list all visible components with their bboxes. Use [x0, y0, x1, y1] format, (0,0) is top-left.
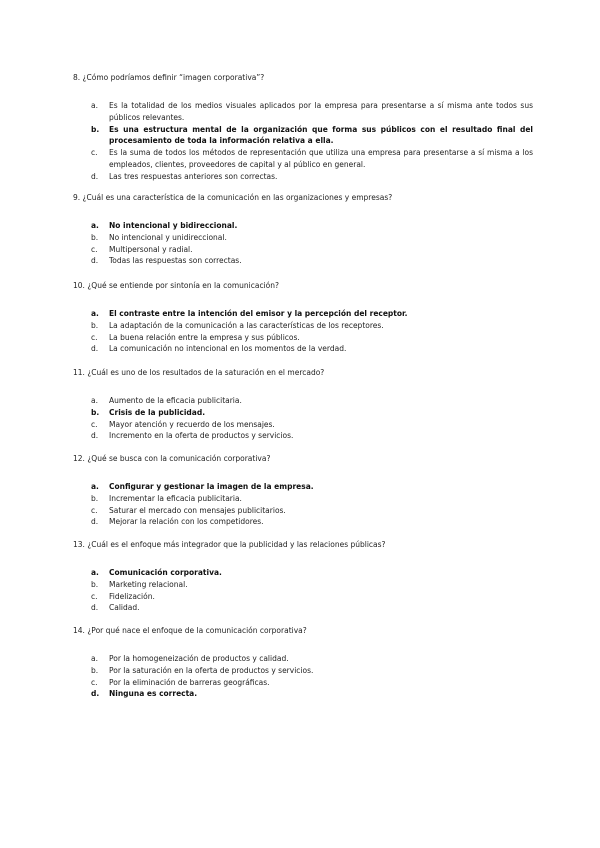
option-text: Es la suma de todos los métodos de representación que utiliza una empresa para presentarse a sí misma a los empleados, clientes, proveedores de capital y al público en general. [109, 148, 533, 169]
option-text: La adaptación de la comunicación a las características de los receptores. [109, 320, 384, 330]
option-text: Aumento de la eficacia publicitaria. [109, 396, 242, 405]
option [73, 653, 533, 665]
correct-option [73, 308, 533, 320]
option [73, 430, 533, 442]
option-text: No intencional y bidireccional. [109, 221, 238, 230]
option-list [73, 481, 533, 528]
option [73, 320, 533, 332]
option [73, 147, 533, 171]
option-text: Mayor atención y recuerdo de los mensajes. [109, 419, 275, 429]
question-text [73, 193, 533, 203]
option-text: Por la homogeneización de productos y calidad. [109, 654, 289, 663]
question-prompt: ¿Cuál es el enfoque más integrador que la publicidad y las relaciones públicas? [87, 540, 386, 549]
option [73, 332, 533, 344]
question-text [73, 73, 533, 83]
option-letter: a. [91, 101, 98, 110]
option [73, 395, 533, 407]
option-text: El contraste entre la intención del emisor y la percepción del receptor. [109, 309, 408, 318]
option-list [73, 567, 533, 614]
option-letter: a. [91, 654, 98, 663]
option-text: No intencional y unidireccional. [109, 232, 227, 242]
question-number: 12. [73, 454, 85, 463]
option [73, 505, 533, 517]
option-text: Incremento en la oferta de productos y servicios. [109, 431, 294, 441]
option-letter: d. [91, 256, 99, 266]
correct-option [73, 688, 533, 700]
option-text: Calidad. [109, 603, 140, 613]
option-letter: b. [91, 579, 99, 589]
question-number: 9. [73, 193, 81, 202]
option-letter: a. [91, 482, 99, 491]
question-prompt: ¿Qué se busca con la comunicación corporativa? [87, 454, 271, 463]
option-text: Todas las respuestas son correctas. [109, 256, 242, 266]
option-text: Crisis de la publicidad. [109, 407, 206, 417]
option-text: Multipersonal y radial. [109, 244, 193, 254]
option-text: Mejorar la relación con los competidores. [109, 517, 264, 527]
option [73, 232, 533, 244]
option-letter: c. [91, 505, 98, 515]
option-letter: d. [91, 517, 99, 527]
option-letter: c. [91, 677, 98, 687]
option [73, 516, 533, 528]
option-letter: b. [91, 124, 100, 134]
option-letter: d. [91, 344, 99, 354]
question-9 [73, 193, 533, 267]
option-letter: b. [91, 493, 99, 503]
option-text: Las tres respuestas anteriores son correctas. [109, 171, 278, 181]
correct-option [73, 407, 533, 419]
question-13 [73, 540, 533, 614]
question-12 [73, 454, 533, 528]
option-text: Por la eliminación de barreras geográficas. [109, 677, 270, 687]
option-letter: c. [91, 419, 98, 429]
question-prompt: ¿Qué se entiende por sintonía en la comunicación? [87, 281, 279, 290]
correct-option [73, 481, 533, 493]
option-list [73, 308, 533, 355]
option-letter: d. [91, 431, 99, 441]
option-text: Fidelización. [109, 591, 155, 601]
correct-option [73, 567, 533, 579]
question-10 [73, 281, 533, 355]
option-letter: b. [91, 320, 99, 330]
question-8 [73, 73, 533, 183]
question-number: 8. [73, 73, 81, 82]
option-letter: b. [91, 232, 99, 242]
option-letter: a. [91, 396, 98, 405]
option-list [73, 395, 533, 442]
option-text: Comunicación corporativa. [109, 568, 222, 577]
question-number: 11. [73, 368, 85, 377]
option-text: Saturar el mercado con mensajes publicitarios. [109, 505, 286, 515]
option [73, 579, 533, 591]
option-list [73, 100, 533, 183]
question-prompt: ¿Cuál es uno de los resultados de la saturación en el mercado? [87, 368, 325, 377]
option-text: Es la totalidad de los medios visuales aplicados por la empresa para presentarse a sí misma ante todos sus públicos relevantes. [109, 101, 533, 122]
option [73, 343, 533, 355]
question-11 [73, 368, 533, 442]
question-text [73, 540, 533, 550]
option-text: Es una estructura mental de la organización que forma sus públicos con el resultado final del procesamiento de toda la información relativa a ella. [109, 124, 533, 146]
question-text [73, 454, 533, 464]
option-letter: d. [91, 689, 100, 699]
option-text: Ninguna es correcta. [109, 689, 198, 699]
option [73, 493, 533, 505]
question-text [73, 368, 533, 378]
option-text: Marketing relacional. [109, 579, 188, 589]
option-letter: c. [91, 591, 98, 601]
option-letter: b. [91, 407, 100, 417]
correct-option [73, 124, 533, 148]
option-list [73, 653, 533, 700]
question-number: 10. [73, 281, 85, 290]
option [73, 665, 533, 677]
question-number: 14. [73, 626, 85, 635]
option [73, 677, 533, 689]
option-letter: b. [91, 665, 99, 675]
question-text [73, 281, 533, 291]
option [73, 100, 533, 124]
question-14 [73, 626, 533, 700]
option-letter: d. [91, 171, 99, 181]
option [73, 171, 533, 183]
option [73, 244, 533, 256]
option-letter: d. [91, 603, 99, 613]
option [73, 602, 533, 614]
question-prompt: ¿Por qué nace el enfoque de la comunicación corporativa? [87, 626, 307, 635]
option-text: La comunicación no intencional en los momentos de la verdad. [109, 344, 347, 354]
option-list [73, 220, 533, 267]
question-text [73, 626, 533, 636]
option [73, 419, 533, 431]
option-text: La buena relación entre la empresa y sus públicos. [109, 332, 300, 342]
question-prompt: ¿Cuál es una característica de la comunicación en las organizaciones y empresas? [82, 193, 393, 202]
option-letter: c. [91, 148, 98, 158]
correct-option [73, 220, 533, 232]
option-letter: a. [91, 568, 99, 577]
option-letter: a. [91, 309, 99, 318]
option-letter: c. [91, 244, 98, 254]
option [73, 255, 533, 267]
option [73, 591, 533, 603]
option-text: Configurar y gestionar la imagen de la empresa. [109, 482, 314, 491]
option-text: Incrementar la eficacia publicitaria. [109, 493, 242, 503]
question-number: 13. [73, 540, 85, 549]
question-prompt: ¿Cómo podríamos definir “imagen corporativa”? [82, 73, 265, 82]
option-letter: a. [91, 221, 99, 230]
option-text: Por la saturación en la oferta de productos y servicios. [109, 665, 314, 675]
option-letter: c. [91, 332, 98, 342]
